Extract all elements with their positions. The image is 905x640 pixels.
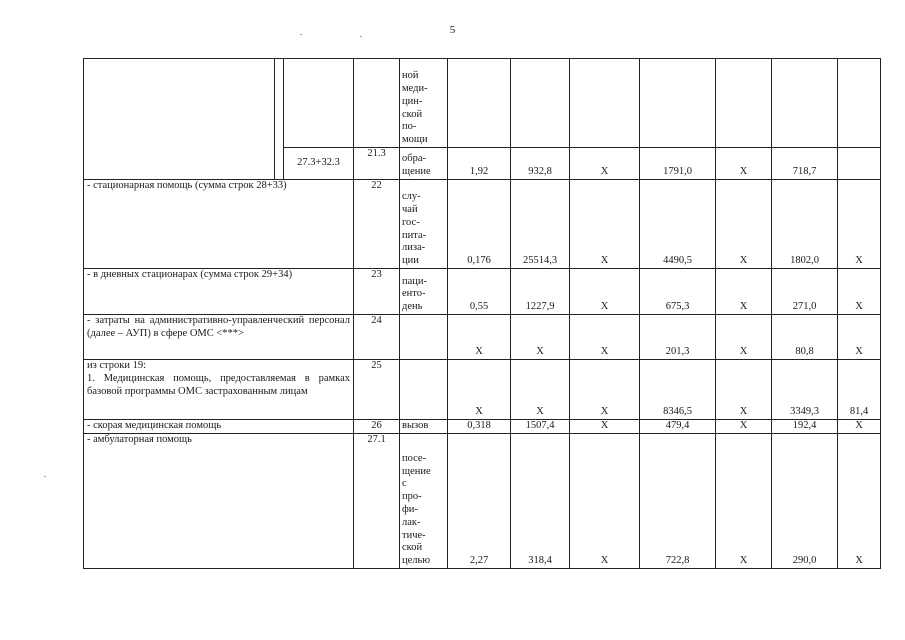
unit-text: паци- енто- день bbox=[402, 275, 428, 313]
table-row bbox=[84, 180, 881, 269]
value-cell: X bbox=[716, 148, 772, 180]
value-cell: 0,318 bbox=[448, 420, 511, 434]
unit-text: ной меди- цин- ской по- мощи bbox=[402, 70, 428, 146]
value-cell: 0,176 bbox=[448, 180, 511, 269]
value-cell: X bbox=[838, 269, 881, 315]
value-cell: 81,4 bbox=[838, 360, 881, 420]
value-cell: 1,92 bbox=[448, 148, 511, 180]
value-cell: 932,8 bbox=[511, 148, 570, 180]
value-cell: 4490,5 bbox=[640, 180, 716, 269]
table-row bbox=[84, 360, 881, 420]
row-code-cell: 21.3 bbox=[354, 148, 400, 180]
row-code-cell bbox=[354, 59, 400, 148]
table-row bbox=[84, 315, 881, 360]
value-cell: 8346,5 bbox=[640, 360, 716, 420]
value-cell: 25514,3 bbox=[511, 180, 570, 269]
row-unit-cell bbox=[400, 315, 448, 360]
unit-text: посе- щение с про- фи- лак- тиче- ской целью bbox=[402, 452, 431, 567]
value-cell: X bbox=[570, 180, 640, 269]
value-cell: 0,55 bbox=[448, 269, 511, 315]
value-cell: X bbox=[570, 269, 640, 315]
row-code-cell: 23 bbox=[354, 269, 400, 315]
row-unit-cell: вызов bbox=[400, 420, 448, 434]
value-cell: X bbox=[716, 434, 772, 569]
row-unit-cell bbox=[400, 148, 448, 180]
row-name-cell bbox=[84, 360, 354, 420]
value-cell: X bbox=[716, 360, 772, 420]
value-cell: X bbox=[570, 315, 640, 360]
row-unit-cell bbox=[400, 59, 448, 148]
value-cell bbox=[772, 59, 838, 148]
value-cell bbox=[448, 59, 511, 148]
row-unit-cell bbox=[400, 434, 448, 569]
value-cell: 675,3 bbox=[640, 269, 716, 315]
value-cell: X bbox=[838, 315, 881, 360]
value-cell: X bbox=[570, 148, 640, 180]
row-code-cell: 22 bbox=[354, 180, 400, 269]
row-name-cell: - скорая медицинская помощь bbox=[84, 420, 354, 434]
scan-speck bbox=[44, 476, 46, 477]
value-cell bbox=[716, 59, 772, 148]
value-cell: 3349,3 bbox=[772, 360, 838, 420]
value-cell: 1802,0 bbox=[772, 180, 838, 269]
value-cell: 318,4 bbox=[511, 434, 570, 569]
row-code-cell: 25 bbox=[354, 360, 400, 420]
value-cell: X bbox=[511, 315, 570, 360]
scan-speck bbox=[300, 34, 302, 35]
value-cell: X bbox=[838, 434, 881, 569]
value-cell: 2,27 bbox=[448, 434, 511, 569]
value-cell bbox=[511, 59, 570, 148]
page-number: 5 bbox=[449, 24, 456, 36]
value-cell: X bbox=[838, 420, 881, 434]
value-cell: 1507,4 bbox=[511, 420, 570, 434]
value-cell: X bbox=[570, 360, 640, 420]
value-cell: 290,0 bbox=[772, 434, 838, 569]
row-name-cell: - затраты на административно-управленческий персонал (далее – АУП) в сфере ОМС <***> bbox=[84, 315, 354, 360]
row-code-cell: 26 bbox=[354, 420, 400, 434]
row-code-cell: 27.1 bbox=[354, 434, 400, 569]
value-cell: 1791,0 bbox=[640, 148, 716, 180]
value-cell: X bbox=[716, 269, 772, 315]
row-sub-cell: 27.3+32.3 bbox=[284, 148, 354, 180]
row-sub-cell bbox=[284, 59, 354, 148]
table-row bbox=[84, 434, 881, 569]
value-cell: X bbox=[448, 360, 511, 420]
row-code-cell: 24 bbox=[354, 315, 400, 360]
value-cell: 201,3 bbox=[640, 315, 716, 360]
value-cell: 722,8 bbox=[640, 434, 716, 569]
row-name-cell: - амбулаторная помощь bbox=[84, 434, 354, 569]
document-table bbox=[83, 58, 881, 569]
table-row bbox=[84, 59, 881, 148]
value-cell bbox=[570, 59, 640, 148]
value-cell bbox=[838, 148, 881, 180]
value-cell: X bbox=[716, 180, 772, 269]
value-cell: 271,0 bbox=[772, 269, 838, 315]
row-unit-cell bbox=[400, 360, 448, 420]
table-row bbox=[84, 269, 881, 315]
value-cell: 80,8 bbox=[772, 315, 838, 360]
unit-text: обра- щение bbox=[402, 153, 431, 178]
row-name-text: из строки 19: 1. Медицинская помощь, предоставляемая в рамках базовой программы ОМС застрахованным лицам bbox=[87, 360, 350, 397]
row-spacer-cell bbox=[275, 59, 284, 180]
value-cell bbox=[640, 59, 716, 148]
value-cell: X bbox=[448, 315, 511, 360]
scan-speck bbox=[360, 36, 362, 37]
row-name-cell: - в дневных стационарах (сумма строк 29+34) bbox=[84, 269, 354, 315]
value-cell: 1227,9 bbox=[511, 269, 570, 315]
row-unit-cell bbox=[400, 180, 448, 269]
value-cell: 192,4 bbox=[772, 420, 838, 434]
value-cell: 718,7 bbox=[772, 148, 838, 180]
row-name-cell: - стационарная помощь (сумма строк 28+33) bbox=[84, 180, 354, 269]
value-cell: X bbox=[838, 180, 881, 269]
value-cell: X bbox=[570, 420, 640, 434]
unit-text: слу- чай гос- пита- лиза- ции bbox=[402, 191, 427, 267]
table-row bbox=[84, 420, 881, 434]
value-cell: X bbox=[570, 434, 640, 569]
row-name-cell bbox=[84, 59, 275, 180]
value-cell: 479,4 bbox=[640, 420, 716, 434]
value-cell: X bbox=[511, 360, 570, 420]
value-cell: X bbox=[716, 315, 772, 360]
row-unit-cell bbox=[400, 269, 448, 315]
value-cell: X bbox=[716, 420, 772, 434]
value-cell bbox=[838, 59, 881, 148]
